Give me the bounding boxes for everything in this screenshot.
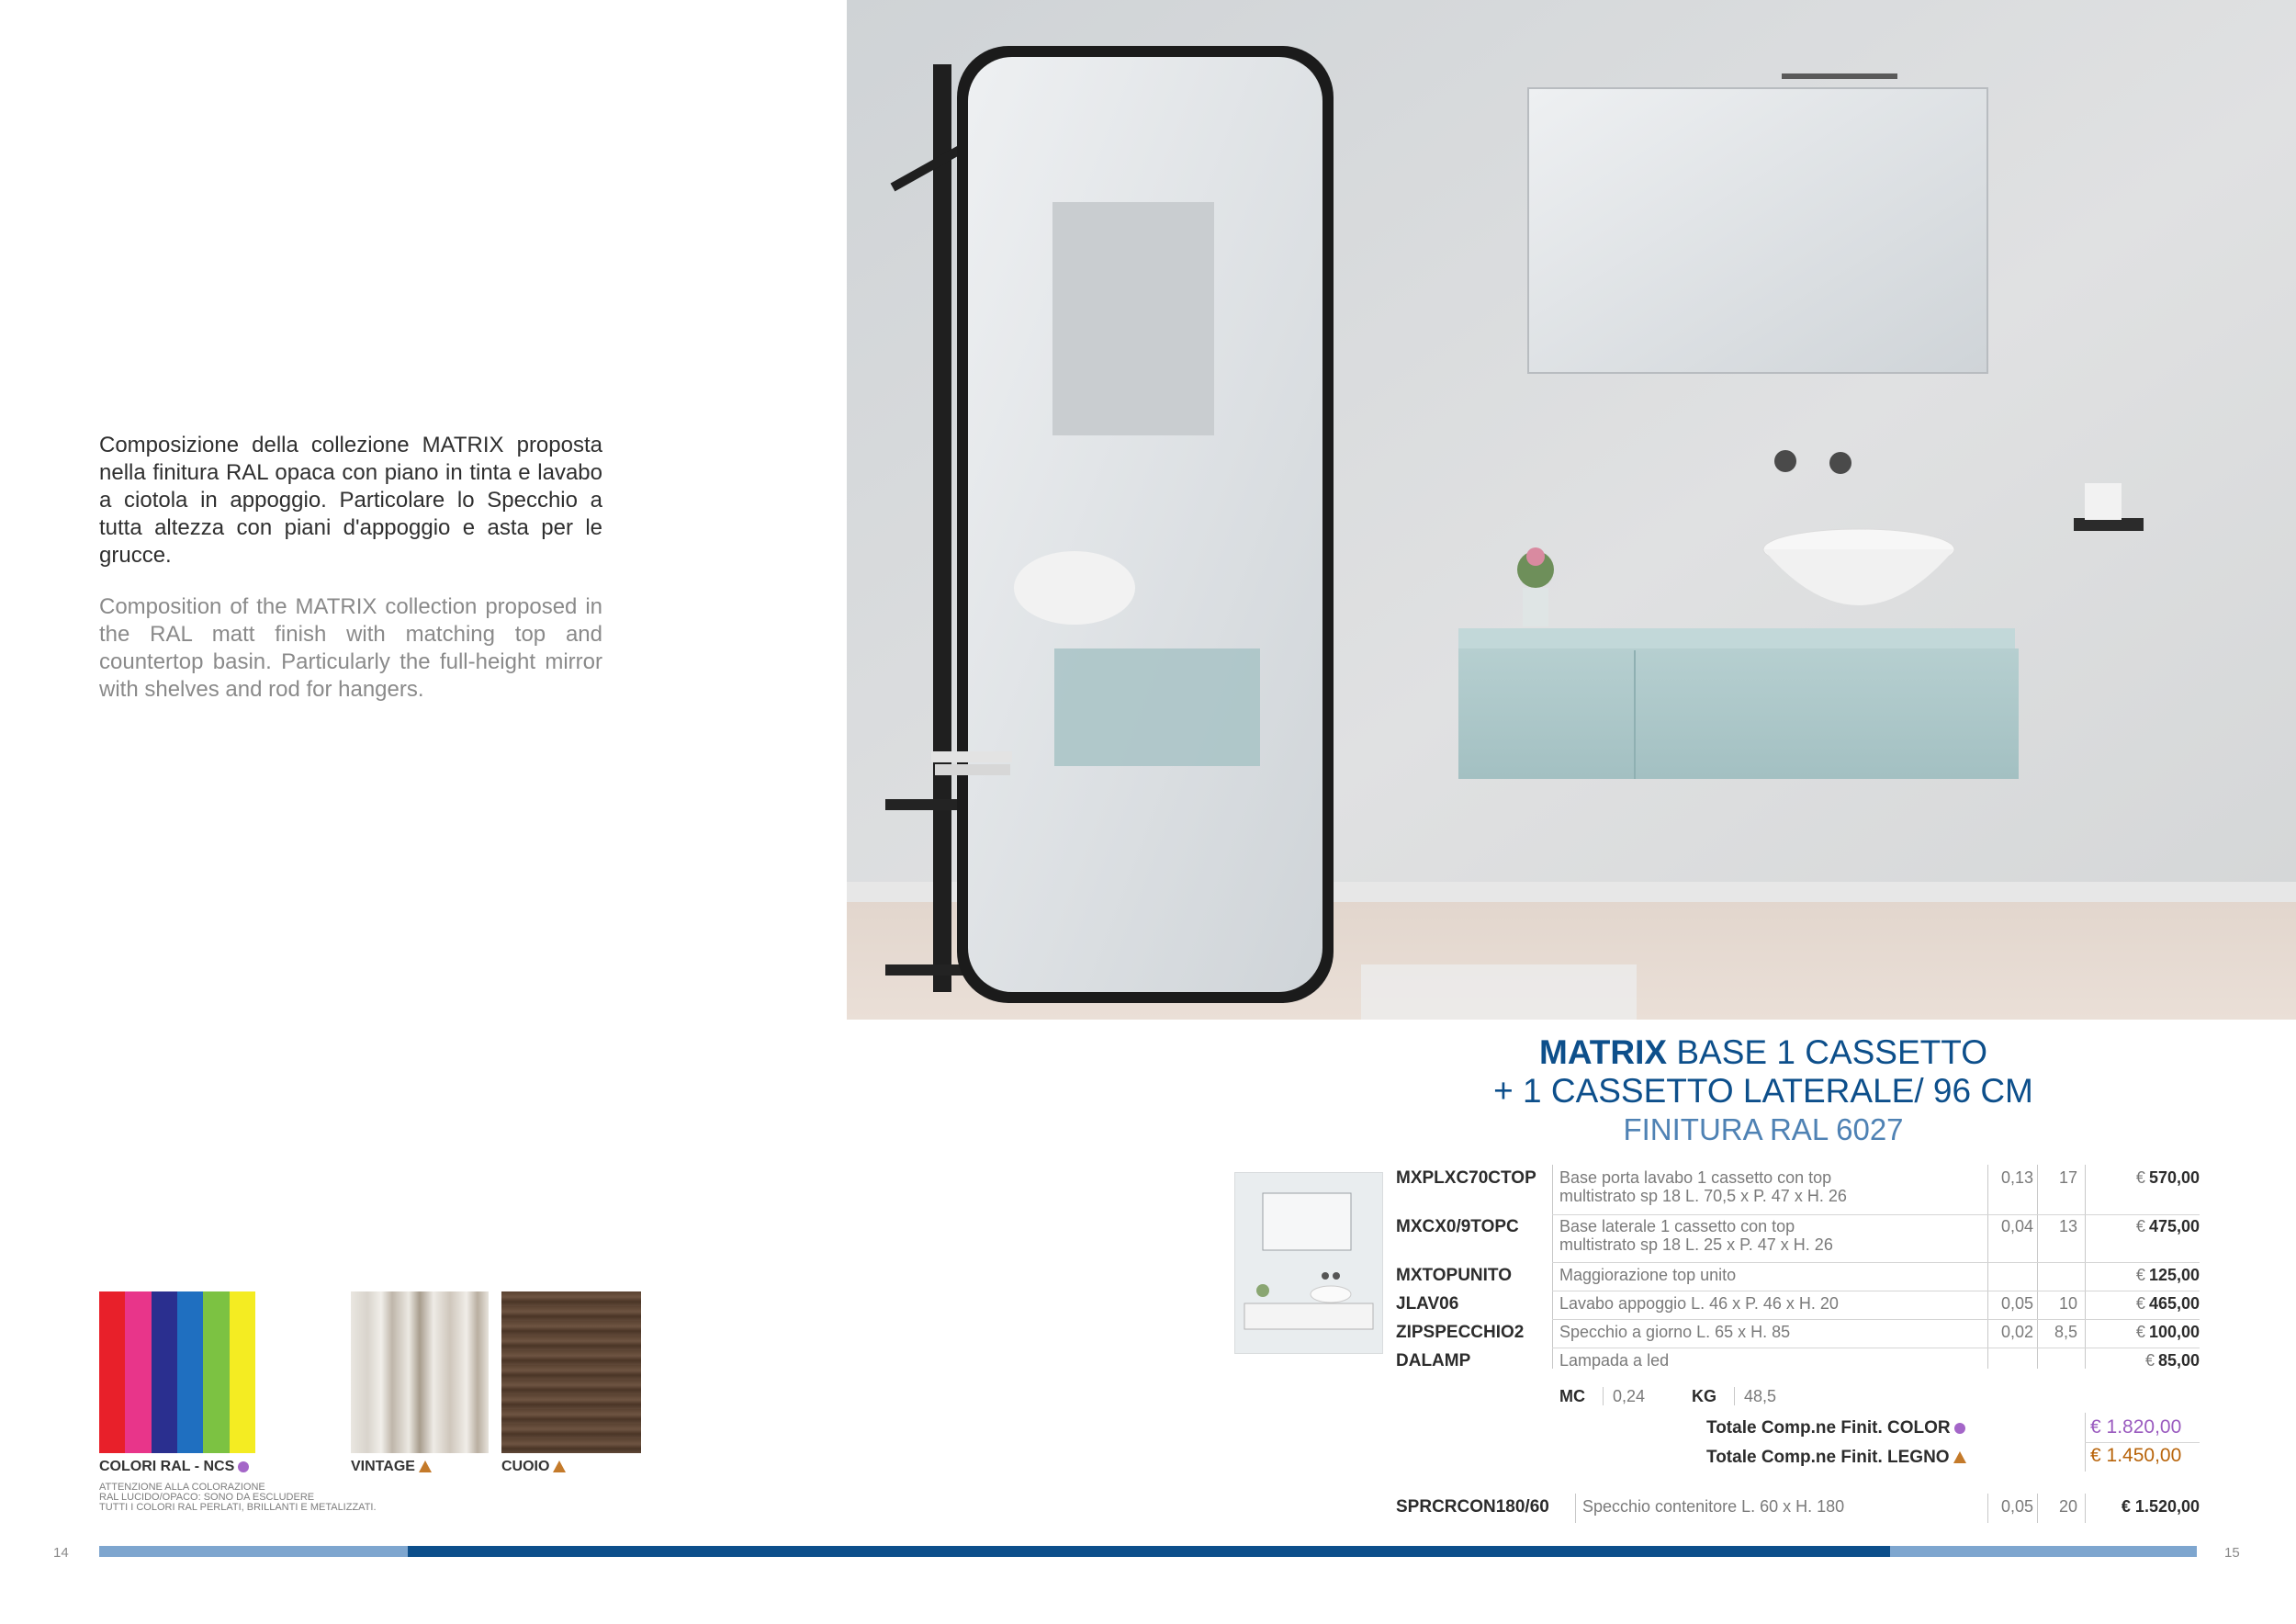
page-number-left: 14: [53, 1545, 69, 1561]
extra-product-description: Specchio contenitore L. 60 x H. 180: [1582, 1497, 1845, 1516]
cuoio-swatch-label: CUOIO: [501, 1459, 566, 1475]
extra-product-mc: 0,05: [2000, 1497, 2033, 1516]
swatch-stripe: [203, 1291, 229, 1453]
swatch-stripe: [230, 1291, 255, 1453]
vintage-wood-swatch: [351, 1291, 489, 1453]
product-description: Lampada a led: [1559, 1351, 1670, 1370]
product-code: JLAV06: [1396, 1294, 1459, 1314]
total-legno-label: Totale Comp.ne Finit. LEGNO: [1706, 1448, 1966, 1468]
brand-name: MATRIX: [1539, 1033, 1668, 1071]
product-price: € 85,00: [2144, 1351, 2200, 1370]
extra-product-kg: 20: [2058, 1497, 2077, 1516]
table-rule: [1552, 1262, 2200, 1263]
product-row: [1396, 1351, 2200, 1379]
product-row: [1396, 1217, 2200, 1265]
product-kg: 10: [2058, 1294, 2077, 1313]
table-divider: [1552, 1165, 1553, 1369]
table-divider: [2085, 1165, 2086, 1369]
product-title-line1: [1304, 1032, 2223, 1073]
footer-bar-dark: [408, 1546, 1890, 1557]
wood-finish-triangle-icon: [553, 1460, 566, 1472]
table-divider: [2037, 1494, 2038, 1523]
summary-volume: MC 0,24: [1559, 1387, 1646, 1405]
product-mc: 0,05: [2000, 1294, 2033, 1313]
totals-rule: [2085, 1442, 2200, 1443]
table-divider: [1987, 1165, 1988, 1369]
cuoio-wood-swatch: [501, 1291, 641, 1453]
product-mc: 0,02: [2000, 1323, 2033, 1341]
table-divider: [1987, 1494, 1988, 1523]
product-code: DALAMP: [1396, 1351, 1471, 1370]
page-number-right: 15: [2224, 1545, 2240, 1561]
total-color-label: Totale Comp.ne Finit. COLOR: [1706, 1418, 1965, 1438]
wood-finish-triangle-icon: [419, 1460, 432, 1472]
description-english: Composition of the MATRIX collection proposed in the RAL matt finish with matching top and countertop basin. Particularly the full-height mirror with shelves and rod for hangers.: [99, 594, 602, 702]
product-description: Lavabo appoggio L. 46 x P. 46 x H. 20: [1559, 1294, 1839, 1313]
table-rule: [1552, 1214, 2200, 1215]
table-divider: [2085, 1494, 2086, 1523]
product-price: € 100,00: [2135, 1323, 2200, 1341]
product-row: [1396, 1323, 2200, 1350]
description-italian: Composizione della collezione MATRIX proposta nella finitura RAL opaca con piano in tinta e lavabo a ciotola in appoggio. Particolare lo Specchio a tutta altezza con piani d'appoggio e asta per le grucce.: [99, 433, 602, 568]
swatch-stripe: [177, 1291, 203, 1453]
vintage-swatch-label: VINTAGE: [351, 1459, 432, 1475]
product-price: € 570,00: [2135, 1168, 2200, 1187]
product-finish: FINITURA RAL 6027: [1623, 1112, 1904, 1146]
product-code: MXTOPUNITO: [1396, 1266, 1512, 1285]
thumbnail-illustration: [1235, 1173, 1382, 1353]
extra-product-price: € 1.520,00: [2121, 1497, 2200, 1516]
product-title-line2: + 1 CASSETTO LATERALE/ 96 CM: [1493, 1072, 2033, 1110]
color-warning-note: ATTENZIONE ALLA COLORAZIONE RAL LUCIDO/OPACO: SONO DA ESCLUDERE TUTTI I COLORI RAL PERLATI, BRILLANTI E METALIZZATI.: [99, 1482, 377, 1513]
composition-thumbnail: [1234, 1172, 1383, 1354]
product-code: ZIPSPECCHIO2: [1396, 1323, 1525, 1342]
summary-weight: KG 48,5: [1692, 1387, 1777, 1405]
extra-product-code: SPRCRCON180/60: [1396, 1497, 1549, 1517]
swatch-stripe: [152, 1291, 177, 1453]
product-description: Base porta lavabo 1 cassetto con top multistrato sp 18 L. 70,5 x P. 47 x H. 26: [1559, 1168, 1847, 1205]
bathroom-scene: [847, 0, 2296, 1020]
total-color-price: € 1.820,00: [2090, 1416, 2182, 1438]
color-finish-dot-icon: [238, 1461, 249, 1472]
product-kg: 8,5: [2054, 1323, 2077, 1341]
color-finish-dot-icon: [1954, 1423, 1965, 1434]
table-divider: [2037, 1165, 2038, 1369]
product-description: Base laterale 1 cassetto con top multistrato sp 18 L. 25 x P. 47 x H. 26: [1559, 1217, 1833, 1254]
table-rule: [1552, 1319, 2200, 1320]
product-price: € 465,00: [2135, 1294, 2200, 1313]
product-kg: 17: [2058, 1168, 2077, 1187]
swatch-stripe: [125, 1291, 151, 1453]
product-price: € 475,00: [2135, 1217, 2200, 1235]
product-mc: 0,04: [2000, 1217, 2033, 1235]
footer-bar-light-left: [99, 1546, 408, 1557]
product-row: [1396, 1294, 2200, 1322]
footer-bar-light-right: [1890, 1546, 2197, 1557]
product-price: € 125,00: [2135, 1266, 2200, 1284]
product-description: Maggiorazione top unito: [1559, 1266, 1737, 1284]
product-mc: 0,13: [2000, 1168, 2033, 1187]
extra-product-row: [1396, 1497, 2200, 1525]
table-divider: [1575, 1494, 1576, 1523]
product-code: MXCX0/9TOPC: [1396, 1217, 1519, 1236]
product-row: [1396, 1168, 2200, 1216]
product-row: [1396, 1266, 2200, 1293]
wood-finish-triangle-icon: [1953, 1451, 1966, 1463]
ral-color-swatch: [99, 1291, 255, 1453]
product-code: MXPLXC70CTOP: [1396, 1168, 1536, 1188]
product-kg: 13: [2058, 1217, 2077, 1235]
title-line1-rest: BASE 1 CASSETTO: [1667, 1033, 1987, 1071]
product-description: Specchio a giorno L. 65 x H. 85: [1559, 1323, 1791, 1341]
total-legno-price: € 1.450,00: [2090, 1445, 2182, 1466]
ral-swatch-label: COLORI RAL - NCS: [99, 1459, 249, 1475]
product-photo: [847, 0, 2296, 1020]
swatch-stripe: [99, 1291, 125, 1453]
